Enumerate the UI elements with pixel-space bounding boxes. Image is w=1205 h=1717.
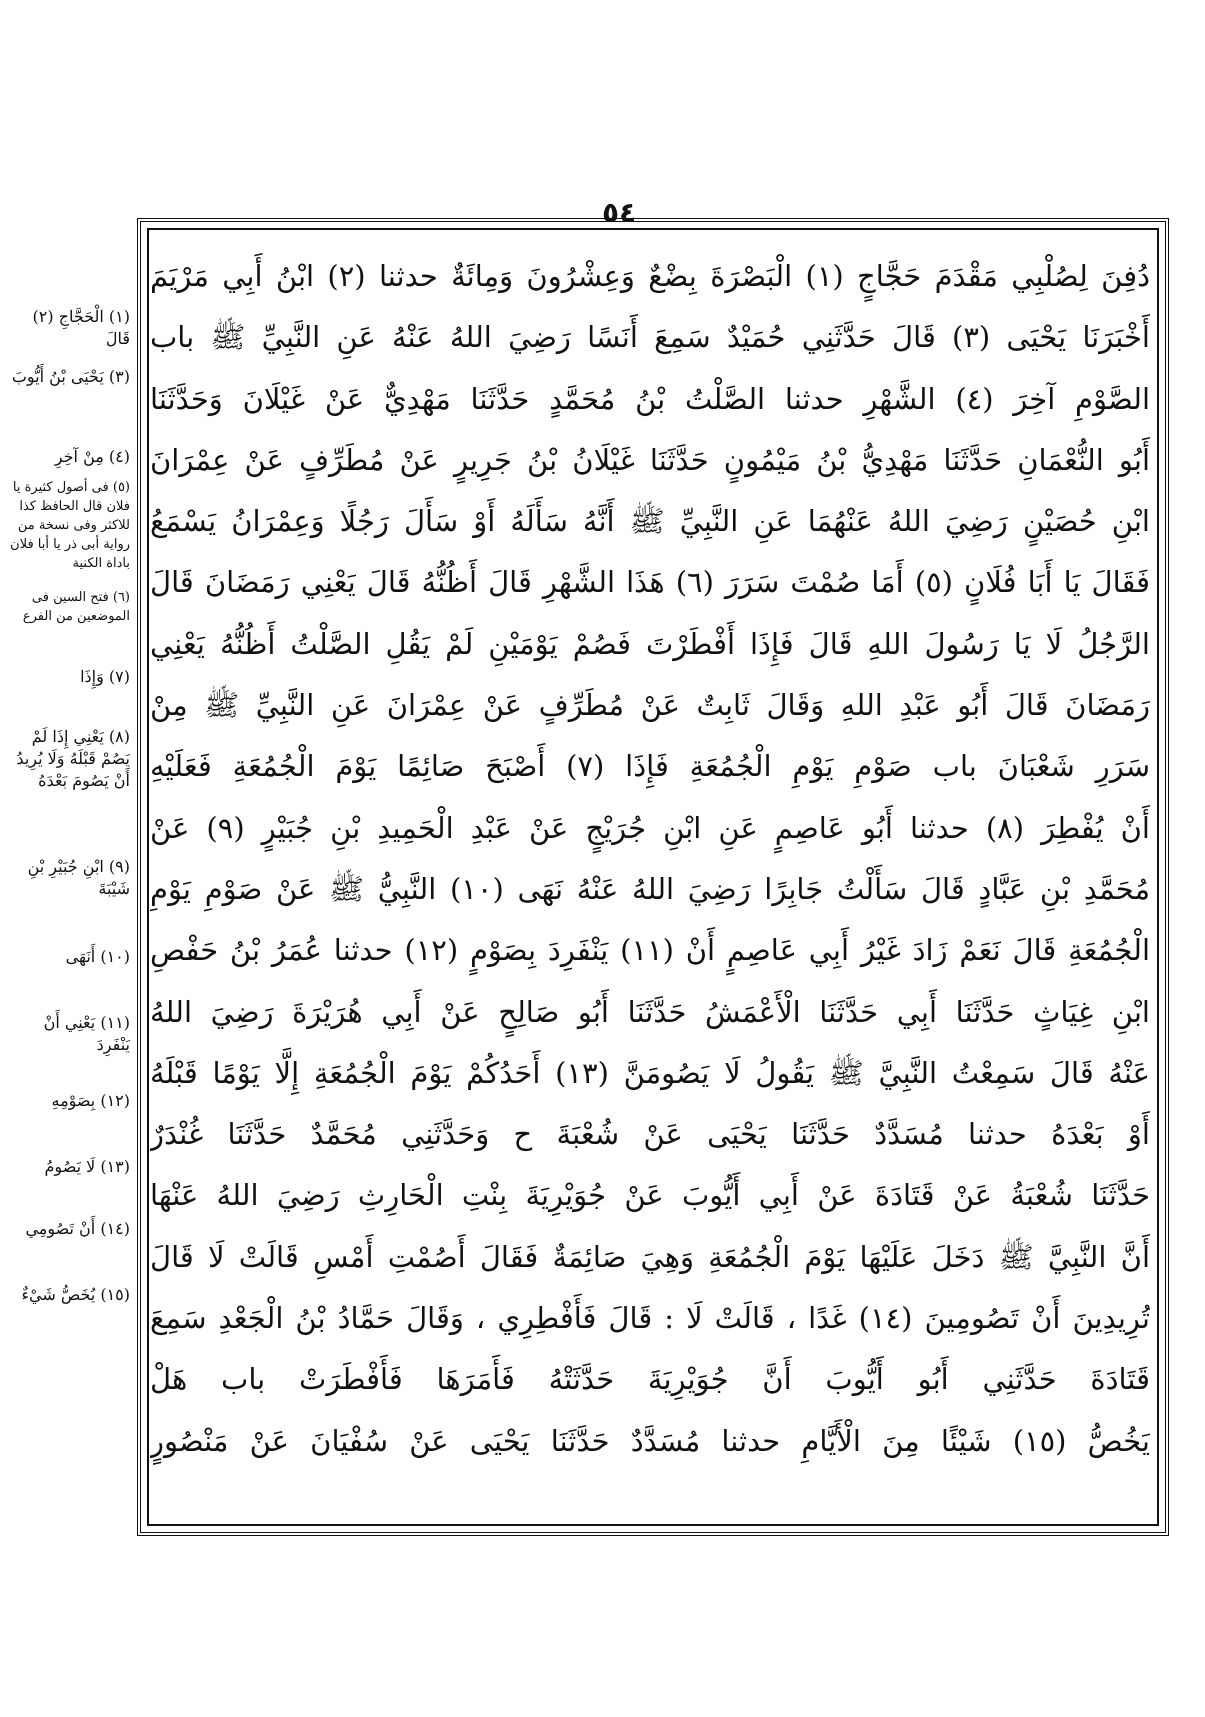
margin-note: (١) الْحَجَّاجِ (٢) قَالَ xyxy=(32,307,130,348)
text-line: الْجُمُعَةِ قَالَ نَعَمْ زَادَ غَيْرُ أَبِي عَاصِمٍ أَنْ (١١) يَنْفَرِدَ بِصَوْمٍ (١٢) حدثنا عُمَرُ بْنُ حَفْصِ xyxy=(150,933,1150,968)
text-line: عَنْهُ قَالَ سَمِعْتُ النَّبِيَّ ﷺ يَقُولُ لَا يَصُومَنَّ (١٣) أَحَدُكُمْ يَوْمَ الْجُمُعَةِ إِلَّا يَوْمًا قَبْلَهُ xyxy=(150,1055,1150,1090)
margin-note: (١١) يَعْنِي أَنْ يَنْفَرِدَ xyxy=(43,1013,130,1054)
text-line: رَمَضَانَ قَالَ أَبُو عَبْدِ اللهِ وَقَالَ ثَابِتٌ عَنْ مُطَرِّفٍ عَنْ عِمْرَانَ عَنِ النَّبِيِّ ﷺ مِنْ xyxy=(150,688,1150,723)
text-line: مُحَمَّدِ بْنِ عَبَّادٍ قَالَ سَأَلْتُ جَابِرًا رَضِيَ اللهُ عَنْهُ نَهَى (١٠) النَّبِيُّ ﷺ عَنْ صَوْمِ يَوْمِ xyxy=(150,871,1150,906)
margin-note: (١٣) لَا يَصُومُ xyxy=(44,1157,130,1176)
text-line: تُرِيدِينَ أَنْ تَصُومِينَ (١٤) غَدًا ، قَالَتْ لَا : قَالَ فَأَفْطِرِي ، وَقَالَ حَمَّادُ بْنُ الْجَعْدِ سَمِعَ xyxy=(150,1301,1150,1336)
text-line: حَدَّثَنَا شُعْبَةُ عَنْ قَتَادَةَ عَنْ أَبِي أَيُّوبَ عَنْ جُوَيْرِيَةَ بِنْتِ الْحَارِثِ رَضِيَ اللهُ عَنْهَا xyxy=(150,1178,1150,1213)
text-line: سَرَرِ شَعْبَانَ باب صَوْمِ يَوْمِ الْجُمُعَةِ فَإِذَا (٧) أَصْبَحَ صَائِمًا يَوْمَ الْجُمُعَةِ فَعَلَيْهِ xyxy=(150,749,1150,784)
margin-note: (٤) مِنْ آخِرِ xyxy=(54,447,130,466)
margin-note: (٨) يَعْنِي إِذَا لَمْ يَصُمْ قَبْلَهُ وَلَا يُرِيدُ أَنْ يَصُومَ بَعْدَهُ xyxy=(16,727,130,790)
text-line: ابْنِ غِيَاثٍ حَدَّثَنَا أَبِي حَدَّثَنَا الْأَعْمَشُ حَدَّثَنَا أَبُو صَالِحٍ عَنْ أَبِي هُرَيْرَةَ رَضِيَ اللهُ xyxy=(150,994,1150,1029)
text-line: فَقَالَ يَا أَبَا فُلَانٍ (٥) أَمَا صُمْتَ سَرَرَ (٦) هَذَا الشَّهْرِ قَالَ أَظُنُّهُ قَالَ يَعْنِي رَمَضَانَ قَالَ xyxy=(150,565,1150,600)
margin-note: (١٥) يُخَصُّ شَيْءٌ xyxy=(21,1285,130,1304)
margin-note: (٥) فى أصول كثيرة يا فلان قال الحافظ كذا للاكثر وفى نسخة من رواية أبى ذر يا أبا فلان باداة الكنية xyxy=(10,480,130,571)
text-line: أَنْ يُفْطِرَ (٨) حدثنا أَبُو عَاصِمٍ عَنِ ابْنِ جُرَيْجٍ عَنْ عَبْدِ الْحَمِيدِ بْنِ جُبَيْرٍ (٩) عَنْ xyxy=(150,810,1150,845)
margin-note: (١٠) أَنَهَى xyxy=(65,947,130,966)
text-line: الرَّجُلُ لَا يَا رَسُولَ اللهِ قَالَ فَإِذَا أَفْطَرْتَ فَصُمْ يَوْمَيْنِ لَمْ يَقُلِ الصَّلْتُ أَظُنُّهُ يَعْنِي xyxy=(150,626,1150,661)
margin-note: (٦) فتح السين فى الموضعين من الفرع xyxy=(22,590,130,624)
text-line: الصَّوْمِ آخِرَ (٤) الشَّهْرِ حدثنا الصَّلْتُ بْنُ مُحَمَّدٍ حَدَّثَنَا مَهْدِيٌّ عَنْ غَيْلَانَ وَحَدَّثَنَا xyxy=(150,381,1150,416)
text-line: أَنَّ النَّبِيَّ ﷺ دَخَلَ عَلَيْهَا يَوْمَ الْجُمُعَةِ وَهِيَ صَائِمَةٌ فَقَالَ أَصُمْتِ أَمْسِ قَالَتْ لَا قَالَ xyxy=(150,1239,1150,1274)
margin-note: (٣) يَحْيَى بْنُ أَيُّوبَ xyxy=(11,367,130,386)
text-line: ابْنِ حُصَيْنٍ رَضِيَ اللهُ عَنْهُمَا عَنِ النَّبِيِّ ﷺ أَنَّهُ سَأَلَهُ أَوْ سَأَلَ رَجُلًا وَعِمْرَانُ يَسْمَعُ xyxy=(150,504,1150,539)
margin-note: (٧) وَإِذَا xyxy=(80,667,130,686)
margin-note: (١٢) بِصَوْمِهِ xyxy=(51,1091,130,1110)
page-number: ٥٤ xyxy=(602,196,637,229)
text-line: دُفِنَ لِصُلْبِي مَقْدَمَ حَجَّاجٍ (١) الْبَصْرَةَ بِضْعٌ وَعِشْرُونَ وَمِائَةٌ حدثنا (٢) ابْنُ أَبِي مَرْيَمَ xyxy=(150,259,1150,293)
text-line: يَخُصُّ (١٥) شَيْئًا مِنَ الْأَيَّامِ حدثنا مُسَدَّدٌ حَدَّثَنَا يَحْيَى عَنْ سُفْيَانَ عَنْ مَنْصُورٍ xyxy=(150,1423,1150,1458)
margin-note: (٩) ابْنِ جُبَيْرِ بْنِ شَيْبَةَ xyxy=(27,857,130,898)
main-text-block xyxy=(150,246,1150,1526)
text-line: قَتَادَةَ حَدَّثَنِي أَبُو أَيُّوبَ أَنَّ جُوَيْرِيَةَ حَدَّثَتْهُ فَأَمَرَهَا فَأَفْطَرَتْ باب هَلْ xyxy=(150,1362,1150,1397)
margin-note: (١٤) أَنْ تَصُومِي xyxy=(25,1219,130,1238)
text-line: أَبُو النُّعْمَانِ حَدَّثَنَا مَهْدِيُّ بْنُ مَيْمُونٍ حَدَّثَنَا غَيْلَانُ بْنُ جَرِيرٍ عَنْ مُطَرِّفٍ عَنْ عِمْرَانَ xyxy=(150,442,1150,477)
text-line: أَخْبَرَنَا يَحْيَى (٣) قَالَ حَدَّثَنِي حُمَيْدٌ سَمِعَ أَنَسًا رَضِيَ اللهُ عَنْهُ عَنِ النَّبِيِّ ﷺ باب xyxy=(150,320,1150,355)
text-line: أَوْ بَعْدَهُ حدثنا مُسَدَّدٌ حَدَّثَنَا يَحْيَى عَنْ شُعْبَةَ ح وَحَدَّثَنِي مُحَمَّدٌ حَدَّثَنَا غُنْدَرٌ xyxy=(150,1117,1150,1152)
margin-notes xyxy=(8,246,130,1446)
